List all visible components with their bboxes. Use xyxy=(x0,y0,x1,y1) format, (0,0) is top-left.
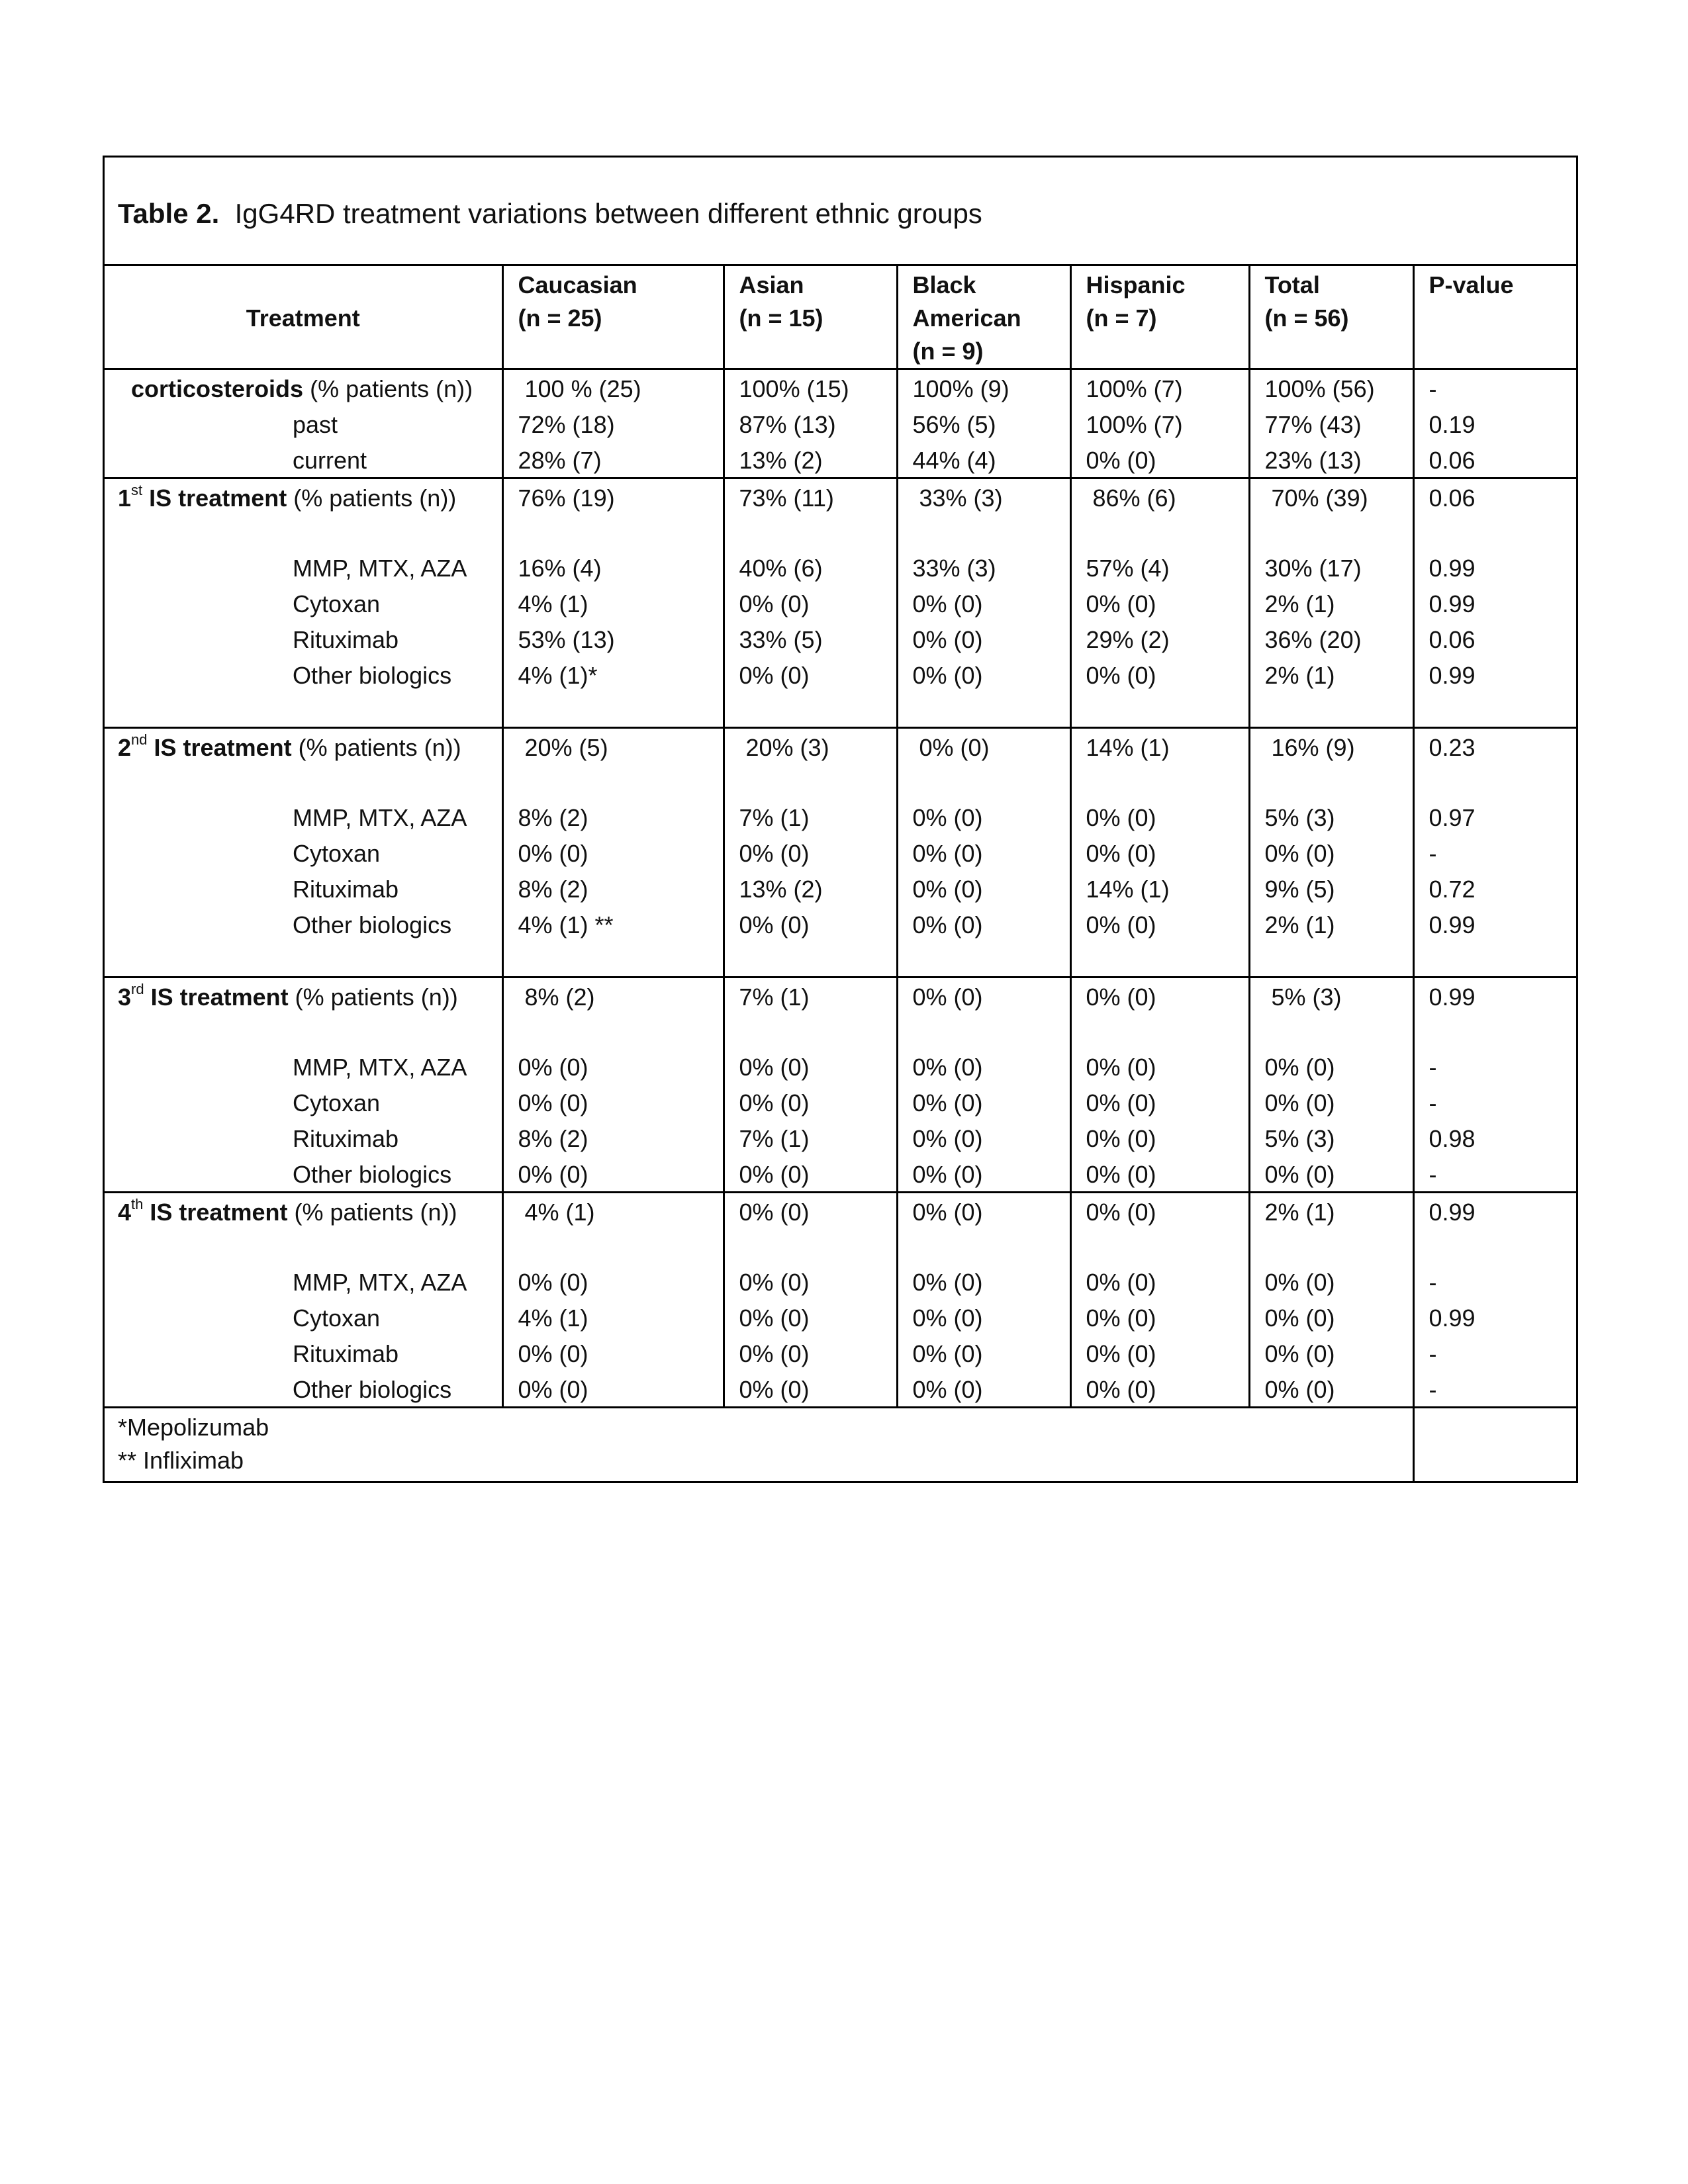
value-cell: 0.06 xyxy=(1413,441,1578,478)
row-label xyxy=(105,728,502,765)
row-label: Cytoxan xyxy=(293,1304,381,1332)
row-label: Rituximab xyxy=(293,876,399,903)
spacer-cell xyxy=(1249,1014,1413,1048)
spacer-cell xyxy=(502,1229,724,1263)
spacer-cell xyxy=(897,764,1070,799)
spacer-cell xyxy=(897,515,1070,549)
row-label-rest: (% patients (n)) xyxy=(287,1199,457,1226)
value-cell: 5% (3) xyxy=(1249,978,1413,1015)
value-cell: 0% (0) xyxy=(724,1193,897,1230)
column-header-0 xyxy=(105,266,502,369)
row-label: Other biologics xyxy=(293,662,452,689)
value-cell: - xyxy=(1413,1263,1578,1299)
spacer-cell xyxy=(897,1014,1070,1048)
spacer-cell xyxy=(724,942,897,978)
value-cell: 86% (6) xyxy=(1070,478,1249,516)
value-cell: 0% (0) xyxy=(502,1084,724,1120)
is-treatment-group xyxy=(105,1193,1578,1408)
value-cell: 0% (0) xyxy=(1070,1263,1249,1299)
column-header-4 xyxy=(1070,266,1249,369)
value-cell: 0% (0) xyxy=(502,1371,724,1408)
value-cell: 0% (0) xyxy=(724,1335,897,1371)
is-treatment-group xyxy=(105,978,1578,1193)
row-label-rest: (% patients (n)) xyxy=(303,375,473,402)
table-row xyxy=(105,799,1578,835)
value-cell: 0% (0) xyxy=(724,906,897,942)
value-cell: 53% (13) xyxy=(502,621,724,657)
column-header-text: Black xyxy=(912,271,976,298)
table-row xyxy=(105,549,1578,585)
value-cell: 40% (6) xyxy=(724,549,897,585)
column-header-text: American xyxy=(912,304,1021,332)
value-cell: 0.06 xyxy=(1413,621,1578,657)
value-cell: 100% (7) xyxy=(1070,369,1249,406)
value-cell: - xyxy=(1413,369,1578,406)
value-cell: 0% (0) xyxy=(1070,441,1249,478)
value-cell: 36% (20) xyxy=(1249,621,1413,657)
row-label-suffix: nd xyxy=(131,731,148,748)
value-cell: - xyxy=(1413,835,1578,870)
value-cell: 0% (0) xyxy=(724,1048,897,1084)
table-row xyxy=(105,621,1578,657)
treatment-table xyxy=(105,266,1578,1481)
table-row xyxy=(105,478,1578,516)
row-label-ordinal: 4 xyxy=(118,1199,132,1226)
row-label-ordinal: 3 xyxy=(118,983,132,1011)
spacer-cell xyxy=(897,1229,1070,1263)
value-cell: 0% (0) xyxy=(1070,1048,1249,1084)
spacer-cell xyxy=(1070,942,1249,978)
value-cell: 30% (17) xyxy=(1249,549,1413,585)
row-label: Cytoxan xyxy=(293,1089,381,1116)
spacer-cell xyxy=(724,1229,897,1263)
row-label-rest: (% patients (n)) xyxy=(291,734,461,761)
row-label: MMP, MTX, AZA xyxy=(293,1054,467,1081)
value-cell: 7% (1) xyxy=(724,978,897,1015)
value-cell: 33% (5) xyxy=(724,621,897,657)
row-label xyxy=(105,369,502,406)
value-cell: 100 % (25) xyxy=(502,369,724,406)
table-row xyxy=(105,728,1578,765)
value-cell: 0% (0) xyxy=(1249,1263,1413,1299)
spacer-row xyxy=(105,692,1578,728)
spacer-cell xyxy=(105,1229,502,1263)
value-cell: 0% (0) xyxy=(897,1193,1070,1230)
value-cell: 77% (43) xyxy=(1249,406,1413,441)
row-label: past xyxy=(293,411,338,438)
value-cell: 0% (0) xyxy=(724,1156,897,1193)
value-cell: 0.99 xyxy=(1413,906,1578,942)
value-cell: 0.98 xyxy=(1413,1120,1578,1156)
value-cell: 33% (3) xyxy=(897,478,1070,516)
spacer-cell xyxy=(897,692,1070,728)
value-cell: 0% (0) xyxy=(897,728,1070,765)
value-cell: 0% (0) xyxy=(897,1156,1070,1193)
table-title-label: Table 2. xyxy=(118,198,220,229)
spacer-cell xyxy=(502,515,724,549)
spacer-cell xyxy=(1070,515,1249,549)
value-cell: 9% (5) xyxy=(1249,870,1413,906)
footnote-mepolizumab: *Mepolizumab xyxy=(118,1414,269,1441)
row-label: Other biologics xyxy=(293,911,452,938)
value-cell: 2% (1) xyxy=(1249,657,1413,692)
row-label-bold: IS treatment xyxy=(147,734,292,761)
column-header-text: (n = 56) xyxy=(1264,304,1349,332)
spacer-cell xyxy=(1249,692,1413,728)
value-cell: 0% (0) xyxy=(897,1335,1070,1371)
table-row xyxy=(105,1263,1578,1299)
value-cell: 29% (2) xyxy=(1070,621,1249,657)
table-row xyxy=(105,835,1578,870)
value-cell: 0% (0) xyxy=(1249,1156,1413,1193)
column-header-1 xyxy=(502,266,724,369)
value-cell: 0% (0) xyxy=(897,585,1070,621)
value-cell: 0% (0) xyxy=(1070,799,1249,835)
spacer-cell xyxy=(724,515,897,549)
table-footnotes xyxy=(105,1408,1578,1482)
value-cell: 0% (0) xyxy=(1249,1335,1413,1371)
row-label-bold: IS treatment xyxy=(144,983,289,1011)
row-label-rest: (% patients (n)) xyxy=(287,484,457,512)
value-cell: 0% (0) xyxy=(502,1263,724,1299)
row-label-bold: IS treatment xyxy=(143,1199,288,1226)
value-cell: 0% (0) xyxy=(897,978,1070,1015)
row-label: Cytoxan xyxy=(293,840,381,867)
corticosteroids-group xyxy=(105,369,1578,478)
row-label: Other biologics xyxy=(293,1161,452,1188)
value-cell: 5% (3) xyxy=(1249,1120,1413,1156)
row-label-bold: corticosteroids xyxy=(131,375,304,402)
footnotes-cell xyxy=(105,1408,1413,1482)
footnote-infliximab: ** Infliximab xyxy=(118,1447,244,1474)
value-cell: 0% (0) xyxy=(724,585,897,621)
value-cell: 70% (39) xyxy=(1249,478,1413,516)
spacer-cell xyxy=(1413,1229,1578,1263)
row-label-suffix: th xyxy=(131,1196,144,1212)
table-row xyxy=(105,1193,1578,1230)
value-cell: 0% (0) xyxy=(897,621,1070,657)
row-label-suffix: rd xyxy=(131,981,144,997)
value-cell: 2% (1) xyxy=(1249,1193,1413,1230)
value-cell: 0% (0) xyxy=(724,1263,897,1299)
table-row xyxy=(105,1048,1578,1084)
value-cell: 0% (0) xyxy=(724,657,897,692)
table-title-text: IgG4RD treatment variations between different ethnic groups xyxy=(234,198,982,229)
table-row xyxy=(105,406,1578,441)
spacer-cell xyxy=(1413,764,1578,799)
spacer-cell xyxy=(1070,1014,1249,1048)
spacer-cell xyxy=(1413,692,1578,728)
value-cell: - xyxy=(1413,1048,1578,1084)
value-cell: 0.06 xyxy=(1413,478,1578,516)
value-cell: 8% (2) xyxy=(502,870,724,906)
value-cell: 4% (1) xyxy=(502,1193,724,1230)
value-cell: 33% (3) xyxy=(897,549,1070,585)
value-cell: 0% (0) xyxy=(1070,906,1249,942)
row-label: current xyxy=(293,447,367,474)
spacer-row xyxy=(105,764,1578,799)
value-cell: 16% (9) xyxy=(1249,728,1413,765)
value-cell: 0.99 xyxy=(1413,1193,1578,1230)
value-cell: 0% (0) xyxy=(502,835,724,870)
spacer-cell xyxy=(724,692,897,728)
row-label: Cytoxan xyxy=(293,590,381,617)
value-cell: 13% (2) xyxy=(724,870,897,906)
value-cell: 5% (3) xyxy=(1249,799,1413,835)
value-cell: - xyxy=(1413,1084,1578,1120)
value-cell: 0% (0) xyxy=(502,1048,724,1084)
value-cell: 0% (0) xyxy=(724,1299,897,1335)
spacer-cell xyxy=(1070,1229,1249,1263)
value-cell: 0% (0) xyxy=(502,1156,724,1193)
value-cell: 8% (2) xyxy=(502,1120,724,1156)
value-cell: 8% (2) xyxy=(502,799,724,835)
value-cell: 100% (9) xyxy=(897,369,1070,406)
spacer-cell xyxy=(1249,942,1413,978)
value-cell: 0% (0) xyxy=(1249,1299,1413,1335)
row-label: Rituximab xyxy=(293,1125,399,1152)
value-cell: 0% (0) xyxy=(1070,1371,1249,1408)
value-cell: 0.72 xyxy=(1413,870,1578,906)
value-cell: 0% (0) xyxy=(1249,1048,1413,1084)
spacer-row xyxy=(105,1229,1578,1263)
table-row xyxy=(105,1156,1578,1193)
value-cell: 0% (0) xyxy=(1070,835,1249,870)
value-cell: - xyxy=(1413,1335,1578,1371)
column-header-text: (n = 9) xyxy=(912,338,984,365)
value-cell: 20% (5) xyxy=(502,728,724,765)
spacer-cell xyxy=(1413,515,1578,549)
row-label-bold: IS treatment xyxy=(142,484,287,512)
table-row xyxy=(105,441,1578,478)
column-header-text: Caucasian xyxy=(518,271,637,298)
value-cell: 0% (0) xyxy=(1070,1120,1249,1156)
value-cell: 23% (13) xyxy=(1249,441,1413,478)
value-cell: 14% (1) xyxy=(1070,728,1249,765)
value-cell: 0% (0) xyxy=(1249,1084,1413,1120)
value-cell: 100% (15) xyxy=(724,369,897,406)
value-cell: 0% (0) xyxy=(897,1299,1070,1335)
value-cell: 0% (0) xyxy=(1070,1156,1249,1193)
row-label xyxy=(105,1193,502,1230)
column-header-text: Total xyxy=(1264,271,1320,298)
value-cell: 73% (11) xyxy=(724,478,897,516)
value-cell: 4% (1) ** xyxy=(502,906,724,942)
is-treatment-group xyxy=(105,478,1578,728)
value-cell: 0.99 xyxy=(1413,978,1578,1015)
value-cell: 0% (0) xyxy=(897,906,1070,942)
row-label: Other biologics xyxy=(293,1376,452,1403)
spacer-cell xyxy=(1249,1229,1413,1263)
value-cell: 0% (0) xyxy=(502,1335,724,1371)
table-row xyxy=(105,369,1578,406)
value-cell: 0% (0) xyxy=(1070,978,1249,1015)
value-cell: 0% (0) xyxy=(897,799,1070,835)
table-row xyxy=(105,1084,1578,1120)
value-cell: 0% (0) xyxy=(1070,585,1249,621)
value-cell: 0% (0) xyxy=(1070,1084,1249,1120)
column-header-text: Treatment xyxy=(246,304,360,332)
value-cell: - xyxy=(1413,1156,1578,1193)
value-cell: 76% (19) xyxy=(502,478,724,516)
spacer-cell xyxy=(897,942,1070,978)
table-row xyxy=(105,1120,1578,1156)
table-row xyxy=(105,870,1578,906)
row-label: MMP, MTX, AZA xyxy=(293,555,467,582)
value-cell: 0.99 xyxy=(1413,549,1578,585)
column-header-text: (n = 15) xyxy=(739,304,823,332)
column-header-6 xyxy=(1413,266,1578,369)
value-cell: 2% (1) xyxy=(1249,585,1413,621)
spacer-cell xyxy=(724,764,897,799)
spacer-row xyxy=(105,1014,1578,1048)
value-cell: 4% (1)* xyxy=(502,657,724,692)
value-cell: 0% (0) xyxy=(1070,1299,1249,1335)
row-label: Rituximab xyxy=(293,1340,399,1367)
spacer-cell xyxy=(502,764,724,799)
value-cell: 0% (0) xyxy=(1249,835,1413,870)
value-cell: 0% (0) xyxy=(897,657,1070,692)
table-header xyxy=(105,266,1578,369)
value-cell: 0% (0) xyxy=(1070,1335,1249,1371)
spacer-cell xyxy=(105,764,502,799)
value-cell: 0% (0) xyxy=(1249,1371,1413,1408)
value-cell: 20% (3) xyxy=(724,728,897,765)
table-title xyxy=(105,158,1576,266)
value-cell: 0% (0) xyxy=(1070,1193,1249,1230)
value-cell: 100% (56) xyxy=(1249,369,1413,406)
value-cell: 0% (0) xyxy=(897,1084,1070,1120)
footnotes-empty-cell xyxy=(1413,1408,1578,1482)
value-cell: 4% (1) xyxy=(502,1299,724,1335)
spacer-cell xyxy=(1249,515,1413,549)
table-document xyxy=(103,156,1578,1483)
spacer-cell xyxy=(105,942,502,978)
spacer-cell xyxy=(1070,764,1249,799)
value-cell: 0.99 xyxy=(1413,585,1578,621)
row-label-ordinal: 2 xyxy=(118,734,132,761)
value-cell: 0% (0) xyxy=(1070,657,1249,692)
spacer-cell xyxy=(1070,692,1249,728)
value-cell: 0% (0) xyxy=(897,1048,1070,1084)
row-label-suffix: st xyxy=(131,482,143,498)
value-cell: 28% (7) xyxy=(502,441,724,478)
table-row xyxy=(105,1371,1578,1408)
row-label xyxy=(105,978,502,1015)
spacer-cell xyxy=(105,1014,502,1048)
is-treatment-group xyxy=(105,728,1578,978)
value-cell: 0.19 xyxy=(1413,406,1578,441)
column-header-text: P-value xyxy=(1429,271,1514,298)
row-label xyxy=(105,478,502,516)
spacer-cell xyxy=(1249,764,1413,799)
value-cell: - xyxy=(1413,1371,1578,1408)
value-cell: 100% (7) xyxy=(1070,406,1249,441)
column-header-3 xyxy=(897,266,1070,369)
value-cell: 4% (1) xyxy=(502,585,724,621)
value-cell: 0% (0) xyxy=(724,1371,897,1408)
table-row xyxy=(105,1299,1578,1335)
value-cell: 0% (0) xyxy=(897,1263,1070,1299)
table-row xyxy=(105,657,1578,692)
value-cell: 0.97 xyxy=(1413,799,1578,835)
value-cell: 0% (0) xyxy=(897,1371,1070,1408)
spacer-row xyxy=(105,942,1578,978)
value-cell: 14% (1) xyxy=(1070,870,1249,906)
value-cell: 0% (0) xyxy=(897,1120,1070,1156)
value-cell: 2% (1) xyxy=(1249,906,1413,942)
table-row xyxy=(105,1335,1578,1371)
row-label-ordinal: 1 xyxy=(118,484,132,512)
column-header-5 xyxy=(1249,266,1413,369)
value-cell: 0% (0) xyxy=(897,870,1070,906)
table-row xyxy=(105,978,1578,1015)
table-row xyxy=(105,585,1578,621)
value-cell: 56% (5) xyxy=(897,406,1070,441)
value-cell: 87% (13) xyxy=(724,406,897,441)
column-header-text: (n = 25) xyxy=(518,304,602,332)
spacer-cell xyxy=(502,692,724,728)
row-label-rest: (% patients (n)) xyxy=(288,983,458,1011)
value-cell: 44% (4) xyxy=(897,441,1070,478)
spacer-cell xyxy=(502,1014,724,1048)
column-header-2 xyxy=(724,266,897,369)
spacer-cell xyxy=(105,515,502,549)
spacer-cell xyxy=(105,692,502,728)
value-cell: 72% (18) xyxy=(502,406,724,441)
spacer-cell xyxy=(1413,1014,1578,1048)
value-cell: 0% (0) xyxy=(724,1084,897,1120)
column-header-text: (n = 7) xyxy=(1086,304,1157,332)
table-row xyxy=(105,906,1578,942)
value-cell: 7% (1) xyxy=(724,1120,897,1156)
column-header-text: Hispanic xyxy=(1086,271,1186,298)
row-label: Rituximab xyxy=(293,626,399,653)
value-cell: 7% (1) xyxy=(724,799,897,835)
value-cell: 0.99 xyxy=(1413,1299,1578,1335)
value-cell: 57% (4) xyxy=(1070,549,1249,585)
spacer-row xyxy=(105,515,1578,549)
spacer-cell xyxy=(502,942,724,978)
value-cell: 0% (0) xyxy=(897,835,1070,870)
value-cell: 0.23 xyxy=(1413,728,1578,765)
header-row xyxy=(105,266,1578,369)
value-cell: 0% (0) xyxy=(724,835,897,870)
value-cell: 8% (2) xyxy=(502,978,724,1015)
column-header-text: Asian xyxy=(739,271,804,298)
row-label: MMP, MTX, AZA xyxy=(293,804,467,831)
value-cell: 0.99 xyxy=(1413,657,1578,692)
value-cell: 16% (4) xyxy=(502,549,724,585)
spacer-cell xyxy=(1413,942,1578,978)
value-cell: 13% (2) xyxy=(724,441,897,478)
spacer-cell xyxy=(724,1014,897,1048)
row-label: MMP, MTX, AZA xyxy=(293,1269,467,1296)
